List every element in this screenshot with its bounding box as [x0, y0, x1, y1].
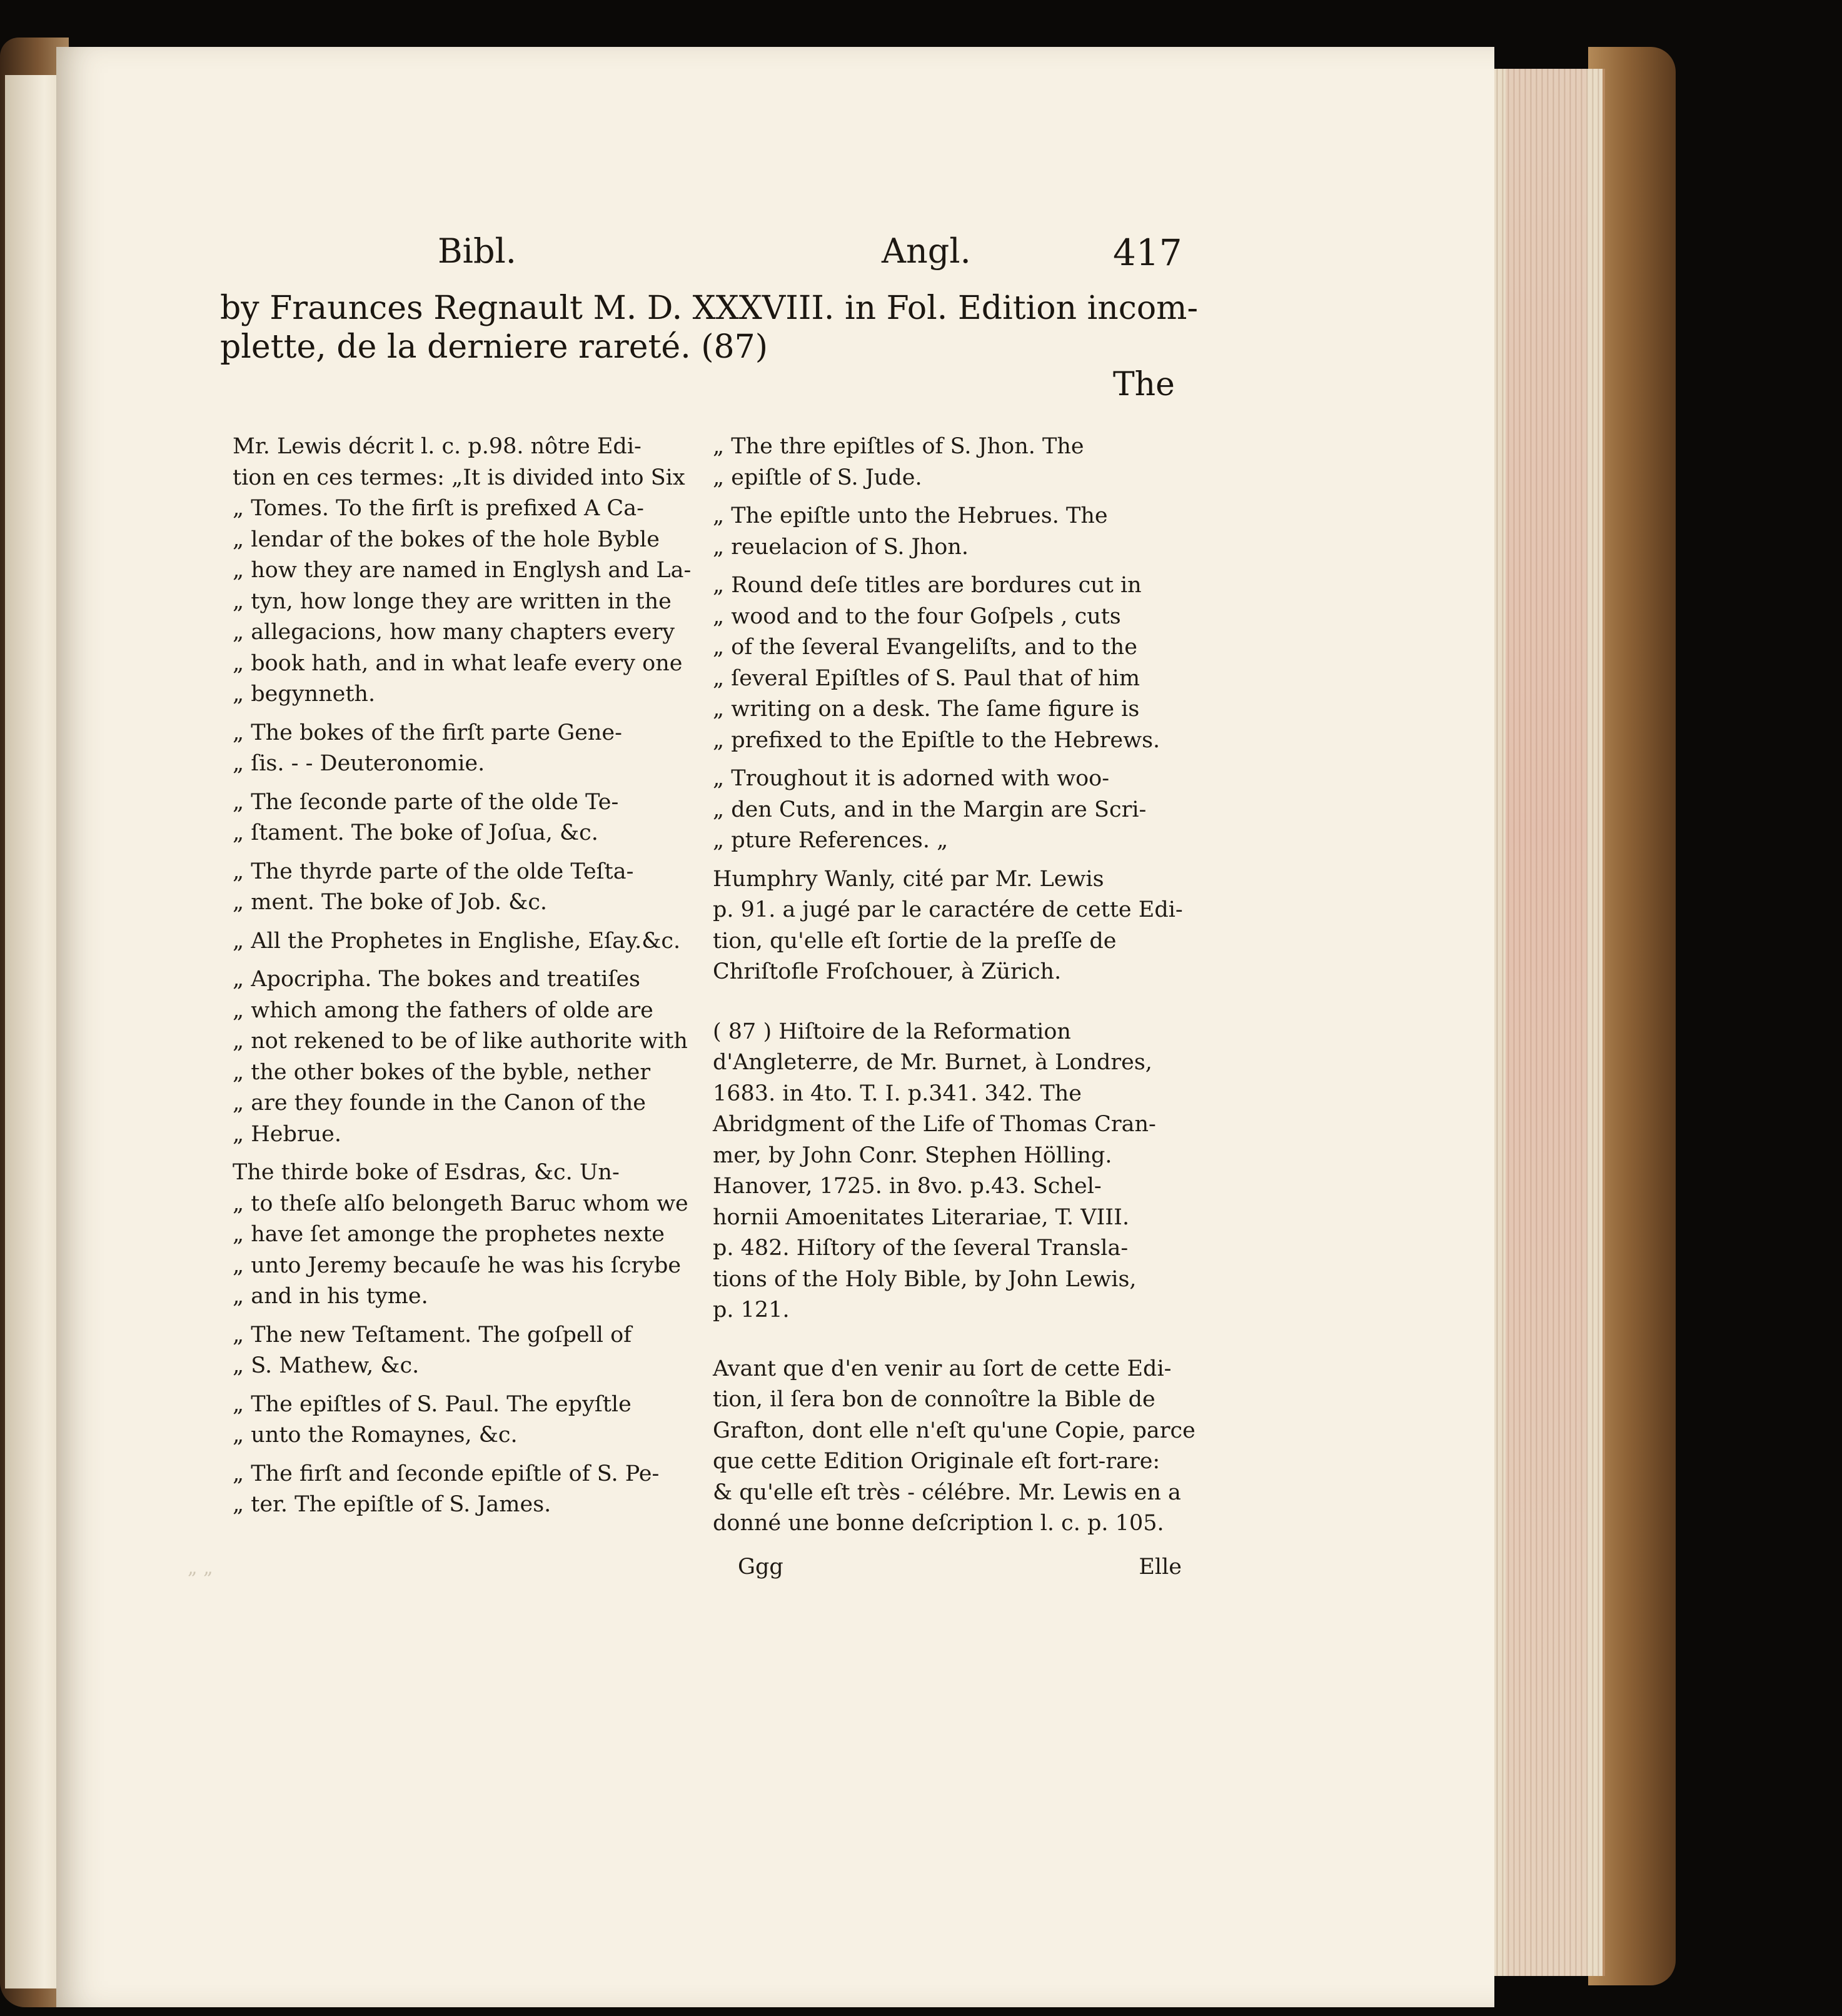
text-line: „ The thre epiſtles of S. Jhon. The [713, 434, 1084, 459]
text-line: „ begynneth. [233, 682, 376, 707]
text-line: p. 91. a jugé par le caractére de cette Edi- [713, 897, 1183, 922]
text-line: „ not rekened to be of like authorite with [233, 1029, 688, 1054]
text-line: „ unto Jeremy becauſe he was his ſcrybe [233, 1252, 682, 1278]
text-line: 1683. in 4to. T. I. p.341. 342. The [713, 1081, 1082, 1106]
para-peter [233, 1459, 708, 1521]
text-line: „ den Cuts, and in the Margin are Scri- [713, 797, 1147, 822]
para-avant [713, 1354, 1195, 1540]
para-bordures [713, 570, 1182, 756]
text-line: „ Round deſe titles are bordures cut in [713, 573, 1142, 598]
text-line: „ The new Teſtament. The goſpell of [233, 1322, 632, 1348]
para-seconde [233, 787, 708, 849]
text-line: „ wood and to the four Goſpels , cuts [713, 603, 1121, 629]
text-line: d'Angleterre, de Mr. Burnet, à Londres, [713, 1050, 1152, 1075]
text-line: „ which among the fathers of olde are [233, 997, 653, 1023]
title-block [220, 289, 1199, 366]
text-line: „ ſeveral Epiſtles of S. Paul that of him [713, 665, 1140, 691]
title-line: plette, de la derniere rareté. (87) [220, 328, 768, 366]
text-line: The thirde boke of Esdras, &c. Un- [233, 1160, 620, 1185]
text-line: „ of the ſeveral Evangeliſts, and to the [713, 635, 1137, 660]
text-line: „ ſis. - - Deuteronomie. [233, 751, 485, 776]
text-line: „ ter. The epiſtle of S. James. [233, 1492, 551, 1517]
running-head-center: Angl. [882, 231, 971, 271]
text-line: p. 121. [713, 1298, 790, 1323]
text-line: mer, by John Conr. Stephen Hölling. [713, 1142, 1112, 1168]
text-line: „ reuelacion of S. Jhon. [713, 534, 969, 560]
text-line: „ and in his tyme. [233, 1284, 428, 1309]
left-page-edge [5, 75, 61, 1988]
text-line: tion, qu'elle eſt ſortie de la preſſe de [713, 928, 1117, 954]
text-line: Abridgment of the Life of Thomas Cran- [713, 1112, 1156, 1137]
text-line: „ ment. The boke of Job. &c. [233, 890, 548, 915]
para-wanly [713, 864, 1182, 988]
text-line: Grafton, dont elle n'eſt qu'une Copie, parce [713, 1418, 1195, 1443]
para-thyrde [233, 857, 708, 919]
left-column [233, 431, 708, 1528]
right-column [713, 431, 1195, 1547]
text-line: „ unto the Romaynes, &c. [233, 1423, 518, 1448]
para-hebrues [713, 501, 1182, 563]
text-line: p. 482. Hiſtory of the ſeveral Transla- [713, 1236, 1129, 1261]
text-line: „ have ſet amonge the prophetes nexte [233, 1222, 665, 1247]
text-line: „ Hebrue. [233, 1121, 342, 1147]
text-line: Humphry Wanly, cité par Mr. Lewis [713, 866, 1104, 892]
text-line: donné une bonne deſcription l. c. p. 105. [713, 1511, 1164, 1536]
text-line: „ how they are named in Englysh and La- [233, 558, 692, 583]
text-line: „ book hath, and in what leafe every one [233, 650, 683, 676]
text-line: „ tyn, how longe they are written in the [233, 588, 672, 614]
catchword-top: The [1113, 366, 1175, 403]
para-new-testament [233, 1320, 708, 1382]
text-line: „ Troughout it is adorned with woo- [713, 766, 1110, 791]
para-apocripha [233, 964, 708, 1150]
para-bokes-first [233, 718, 708, 780]
text-line: „ writing on a desk. The ſame figure is [713, 697, 1140, 722]
text-line: „ epiſtle of S. Jude. [713, 465, 922, 490]
text-line: Hanover, 1725. in 8vo. p.43. Schel- [713, 1174, 1102, 1199]
text-line: „ Apocripha. The bokes and treatiſes [233, 967, 641, 992]
footnote-87 [713, 1017, 1182, 1326]
para-prophetes [233, 926, 708, 957]
text-line: tion, il ſera bon de connoître la Bible de [713, 1387, 1155, 1412]
text-line: „ S. Mathew, &c. [233, 1353, 420, 1378]
para-troughout [713, 764, 1182, 857]
page-number: 417 [1113, 231, 1182, 274]
text-line: „ The epiſtles of S. Paul. The epyſtle [233, 1391, 632, 1417]
text-line: „ ſtament. The boke of Joſua, &c. [233, 820, 598, 845]
text-line: que cette Edition Originale eſt fort-rare: [713, 1449, 1160, 1474]
para-jhon [713, 431, 1182, 493]
para-epistles-paul [233, 1389, 708, 1451]
offset-text: „ „ [188, 1557, 213, 1579]
text-line: „ The epiſtle unto the Hebrues. The [713, 503, 1108, 528]
text-line: „ are they founde in the Canon of the [233, 1091, 646, 1116]
text-line: ( 87 ) Hiſtoire de la Reformation [713, 1019, 1071, 1044]
text-line: „ lendar of the bokes of the hole Byble [233, 527, 660, 552]
text-line: Mr. Lewis décrit l. c. p.98. nôtre Edi- [233, 434, 642, 459]
text-line: Avant que d'en venir au ſort de cette Edi- [713, 1356, 1172, 1381]
text-line: „ the other bokes of the byble, nether [233, 1059, 651, 1085]
text-line: „ The ſeconde parte of the olde Te- [233, 789, 619, 815]
title-line: by Fraunces Regnault M. D. XXXVIII. in Fol. Edition incom- [220, 290, 1199, 327]
signature-mark: Ggg [738, 1555, 783, 1580]
text-line: „ pture References. „ [713, 828, 949, 853]
page-fore-edge [1493, 69, 1605, 1976]
text-line: „ The firſt and ſeconde epiſtle of S. Pe- [233, 1461, 660, 1486]
running-head [438, 231, 1182, 275]
catchword-bottom: Elle [1139, 1555, 1182, 1580]
text-line: tions of the Holy Bible, by John Lewis, [713, 1266, 1137, 1292]
text-line: „ prefixed to the Epiſtle to the Hebrews. [713, 727, 1160, 753]
running-head-left: Bibl. [438, 231, 516, 271]
para-lewis [233, 431, 708, 710]
text-line: Chriſtofle Froſchouer, à Zürich. [713, 959, 1062, 984]
para-esdras [233, 1157, 708, 1313]
text-line: „ to theſe alſo belongeth Baruc whom we [233, 1191, 688, 1216]
text-line: „ Tomes. To the firſt is prefixed A Ca- [233, 496, 644, 521]
text-line: hornii Amoenitates Literariae, T. VIII. [713, 1204, 1130, 1230]
text-line: „ The thyrde parte of the olde Teſta- [233, 859, 634, 884]
text-line: „ The bokes of the firſt parte Gene- [233, 720, 622, 745]
text-line: „ All the Prophetes in Englishe, Eſay.&c. [233, 928, 681, 954]
text-line: & qu'elle eſt très - célébre. Mr. Lewis en a [713, 1479, 1181, 1505]
text-line: „ allegacions, how many chapters every [233, 620, 675, 645]
text-line: tion en ces termes: „It is divided into Six [233, 465, 685, 490]
